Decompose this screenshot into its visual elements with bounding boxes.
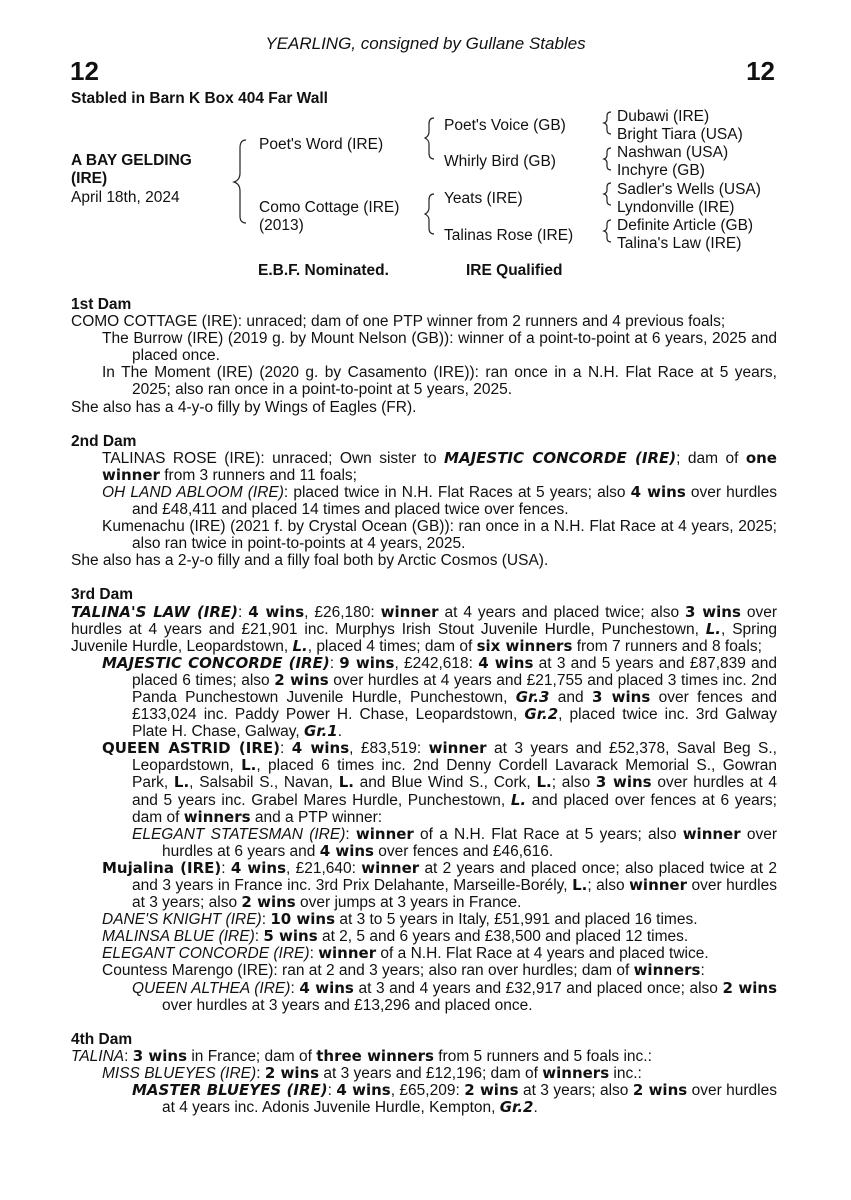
text: : xyxy=(124,1047,133,1065)
dam-entry xyxy=(71,1048,777,1065)
text: 4 wins xyxy=(630,482,686,501)
text: : xyxy=(221,859,231,877)
text: over hurdles at 4 years inc. Adonis Juvenile Hurdle, Kempton, xyxy=(162,1082,777,1117)
horse-name: MALINSA BLUE (IRE) xyxy=(102,928,255,946)
ire-qualified-badge: IRE Qualified xyxy=(466,262,563,279)
text: 3 wins xyxy=(595,773,652,792)
text: and a PTP winner: xyxy=(250,808,383,826)
text: over hurdles at 6 years and xyxy=(162,825,778,860)
dam-dam: Talinas Rose (IRE) xyxy=(444,227,574,244)
text: 2 wins xyxy=(632,1081,688,1100)
grandproduce-entry xyxy=(71,980,777,1014)
granddam-3: Lyndonville (IRE) xyxy=(617,199,735,216)
text: over fences and £133,024 inc. Paddy Power H. Chase, Leopardstown, xyxy=(132,688,777,724)
text: over hurdles at 3 years; also xyxy=(132,877,777,912)
dam-entry: COMO COTTAGE (IRE): unraced; dam of one PTP winner from 2 runners and 4 previous foals; xyxy=(71,313,726,331)
race-grade: L. xyxy=(705,619,722,638)
granddam-1: Bright Tiara (USA) xyxy=(617,126,743,143)
text: at 2 years and placed once; also placed twice at 2 and 3 years in France inc. 3rd Prix Delahante, Marseille-Borély, xyxy=(132,859,777,894)
text: : xyxy=(327,1082,337,1100)
text: winners xyxy=(183,807,251,826)
text: of a N.H. Flat Race at 5 years; also xyxy=(413,825,683,843)
produce-entry: The Burrow (IRE) (2019 g. by Mount Nelson (GB)): winner of a point-to-point at 6 years, 2025 and placed once. xyxy=(102,330,777,365)
horse-name: MASTER BLUEYES (IRE) xyxy=(132,1081,328,1100)
text: , £21,640: xyxy=(286,859,362,877)
produce-entry xyxy=(71,484,777,518)
horse-name: OH LAND ABLOOM (IRE) xyxy=(102,483,284,501)
text: at 3 years and £52,378, Saval Beg S., Leopardstown, xyxy=(132,740,777,775)
dam-entry xyxy=(71,604,777,655)
race-grade: L. xyxy=(241,756,257,775)
stabling-location: Stabled in Barn K Box 404 Far Wall xyxy=(71,90,328,107)
text: winners xyxy=(633,961,701,980)
text: winners xyxy=(542,1063,610,1082)
race-grade: Gr.3 xyxy=(515,687,550,706)
grandsire-4: Definite Article (GB) xyxy=(617,217,754,234)
text: winner xyxy=(361,858,420,877)
horse-name: ELEGANT CONCORDE (IRE) xyxy=(102,945,310,963)
grandsire-1: Dubawi (IRE) xyxy=(617,108,710,125)
text: at 3 and 5 years and £87,839 and placed 6 times; also xyxy=(132,654,778,689)
text: , £242,618: xyxy=(394,654,479,672)
text: over hurdles and £48,411 and placed 14 times and placed twice over fences. xyxy=(132,483,777,519)
race-grade: Gr.2 xyxy=(524,705,559,724)
text: at 3 years; also xyxy=(518,1082,633,1100)
text: : xyxy=(256,1064,265,1082)
dam-entry xyxy=(71,450,777,484)
text: at 2, 5 and 6 years and £38,500 and placed 12 times. xyxy=(317,928,689,946)
produce-entry xyxy=(71,928,777,945)
text: , placed 4 times; dam of xyxy=(307,637,477,655)
race-grade: L. xyxy=(572,876,588,894)
race-grade: L. xyxy=(292,636,308,655)
text: : xyxy=(290,979,300,997)
text: over hurdles at 4 and 5 years inc. Grabel Mares Hurdle, Punchestown, xyxy=(132,774,778,809)
text: 2 wins xyxy=(722,978,778,997)
text: : xyxy=(238,603,249,621)
text: over hurdles at 3 years and £13,296 and placed once. xyxy=(162,996,533,1014)
text: winner xyxy=(355,824,414,843)
text: one winner xyxy=(102,448,777,484)
text: Countess Marengo (IRE): ran at 2 and 3 years; also ran over hurdles; dam of xyxy=(102,962,634,980)
text: at 3 to 5 years in Italy, £51,991 and placed 16 times. xyxy=(335,911,698,929)
lot-number-left: 12 xyxy=(70,56,99,86)
produce-entry: In The Moment (IRE) (2020 g. by Casamento (IRE)): ran once in a N.H. Flat Race at 5 years, 2025; also ran once in a point-to-point at 5 years, 2025. xyxy=(102,364,777,399)
sire-sire: Poet's Voice (GB) xyxy=(444,117,566,134)
text: : xyxy=(309,945,319,963)
ebf-nominated-badge: E.B.F. Nominated. xyxy=(258,262,389,279)
produce-entry xyxy=(71,911,777,928)
horse-name: TALINA xyxy=(71,1047,125,1065)
text: winner xyxy=(380,602,439,621)
dam-sire: Yeats (IRE) xyxy=(444,190,523,207)
text: inc.: xyxy=(609,1064,642,1082)
produce-entry xyxy=(71,962,777,979)
text: 2 wins xyxy=(264,1063,320,1082)
grandproduce-entry xyxy=(71,1082,777,1116)
text: , £83,519: xyxy=(349,740,429,758)
text: 4 wins xyxy=(319,841,374,860)
text: , Spring Juvenile Hurdle, Leopardstown, xyxy=(71,620,777,655)
race-grade: Gr.1 xyxy=(304,722,338,741)
catalogue-body xyxy=(71,296,777,1133)
section-title: 1st Dam xyxy=(71,296,132,313)
race-grade: Gr.2 xyxy=(499,1098,534,1117)
text: from 3 runners and 11 foals; xyxy=(159,466,357,484)
produce-entry: Kumenachu (IRE) (2021 f. by Crystal Ocean (GB)): ran once in a N.H. Flat Race at 4 years, 2025; also ran twice in point-to-points at 4 years, 2025. xyxy=(102,518,777,553)
produce-note: She also has a 2-y-o filly and a filly foal both by Arctic Cosmos (USA). xyxy=(71,552,549,570)
horse-name: MISS BLUEYES (IRE) xyxy=(102,1064,257,1082)
text: 3 wins xyxy=(132,1046,188,1065)
horse-name: Mujalina (IRE) xyxy=(102,858,222,877)
text: in France; dam of xyxy=(187,1047,317,1065)
horse-name: MAJESTIC CONCORDE (IRE) xyxy=(444,448,677,467)
horse-name: A BAY GELDING xyxy=(71,152,192,169)
second-dam-section xyxy=(71,433,777,570)
text: 3 wins xyxy=(592,687,651,706)
text: 4 wins xyxy=(248,602,305,621)
text: over jumps at 3 years in France. xyxy=(295,894,522,912)
text: 4 wins xyxy=(299,978,354,997)
text: at 4 years and placed twice; also xyxy=(438,603,686,621)
text: ; also xyxy=(587,877,630,894)
race-grade: L. xyxy=(510,790,527,809)
consignment-line: YEARLING, consigned by Gullane Stables xyxy=(265,34,586,53)
text: 2 wins xyxy=(274,670,329,689)
text: at 3 and 4 years and £32,917 and placed once; also xyxy=(353,979,723,997)
text: six winners xyxy=(476,636,573,655)
text: . xyxy=(533,1099,538,1117)
text: , placed 6 times inc. 2nd Denny Cordell Lavarack Memorial S., Gowran Park, xyxy=(132,757,777,792)
lot-number-right: 12 xyxy=(746,56,775,86)
text: 5 wins xyxy=(263,927,318,946)
text: and placed over fences at 6 years; dam of xyxy=(132,791,777,826)
text: over hurdles at 4 years and £21,901 inc. Murphys Irish Stout Juvenile Hurdle, Punchestown, xyxy=(71,603,777,638)
text: from 5 runners and 5 foals inc.: xyxy=(433,1047,652,1065)
text: 4 wins xyxy=(291,739,350,758)
text: : xyxy=(345,825,356,843)
text: : placed twice in N.H. Flat Races at 5 years; also xyxy=(283,483,631,501)
text: , £26,180: xyxy=(304,603,381,621)
text: 4 wins xyxy=(478,653,534,672)
sire-dam: Whirly Bird (GB) xyxy=(444,153,556,170)
text: winner xyxy=(318,944,377,963)
horse-name: ELEGANT STATESMAN (IRE) xyxy=(132,825,346,843)
section-title: 2nd Dam xyxy=(71,432,137,450)
text: 3 wins xyxy=(685,602,741,621)
third-dam-section xyxy=(71,586,777,1013)
text: : xyxy=(329,654,340,672)
produce-entry xyxy=(71,655,777,740)
text: ; also xyxy=(551,774,596,792)
section-title: 4th Dam xyxy=(71,1030,133,1048)
race-grade: L. xyxy=(536,773,552,792)
text: over hurdles at 4 years and £21,755 and placed 3 times inc. 2nd Panda Punchestown Juvenile Hurdle, Punchestown, xyxy=(132,671,778,706)
horse-country: (IRE) xyxy=(71,170,108,187)
text: ; dam of xyxy=(676,449,746,467)
fourth-dam-section xyxy=(71,1031,777,1116)
foaling-date: April 18th, 2024 xyxy=(71,189,180,206)
text: 4 wins xyxy=(336,1081,391,1100)
text: winner xyxy=(629,876,688,894)
produce-entry xyxy=(71,945,777,962)
horse-name: QUEEN ASTRID (IRE) xyxy=(102,739,280,758)
text: 4 wins xyxy=(230,858,287,877)
text: winner xyxy=(428,739,487,758)
horse-name: TALINA'S LAW (IRE) xyxy=(71,602,239,621)
grandsire-2: Nashwan (USA) xyxy=(617,144,729,161)
text: 9 wins xyxy=(339,653,395,672)
text: 2 wins xyxy=(241,893,296,912)
text: : xyxy=(261,911,271,929)
text: and xyxy=(549,688,592,706)
granddam-4: Talina's Law (IRE) xyxy=(617,235,742,252)
text: and Blue Wind S., Cork, xyxy=(353,774,537,792)
grandproduce-entry xyxy=(71,826,777,860)
produce-entry xyxy=(71,860,777,911)
dam: Como Cottage (IRE) xyxy=(259,199,400,216)
produce-note: She also has a 4-y-o filly by Wings of Eagles (FR). xyxy=(71,398,417,416)
text: : xyxy=(700,962,705,980)
text: from 7 runners and 8 foals; xyxy=(572,637,762,655)
text: : xyxy=(280,740,292,758)
horse-name: MAJESTIC CONCORDE (IRE) xyxy=(102,653,330,672)
text: , placed twice inc. 3rd Galway Plate H. Chase, Galway, xyxy=(132,706,777,741)
produce-entry xyxy=(71,740,777,825)
first-dam-section xyxy=(71,296,777,416)
text: 10 wins xyxy=(270,910,336,929)
dam-year: (2013) xyxy=(259,217,304,234)
sire: Poet's Word (IRE) xyxy=(259,136,384,153)
text: of a N.H. Flat Race at 4 years and placed twice. xyxy=(376,945,709,963)
horse-name: DANE'S KNIGHT (IRE) xyxy=(102,911,262,929)
text: , Salsabil S., Navan, xyxy=(189,774,339,792)
grandsire-3: Sadler's Wells (USA) xyxy=(617,181,761,198)
produce-entry xyxy=(71,1065,777,1082)
text: . xyxy=(337,723,343,741)
text: , £65,209: xyxy=(390,1082,465,1100)
race-grade: L. xyxy=(338,773,354,792)
text: TALINAS ROSE (IRE): unraced; Own sister to xyxy=(102,449,445,467)
text: : xyxy=(254,928,264,946)
section-title: 3rd Dam xyxy=(71,586,134,604)
race-grade: L. xyxy=(173,773,190,792)
granddam-2: Inchyre (GB) xyxy=(617,162,705,179)
text: 2 wins xyxy=(464,1081,519,1100)
text: three winners xyxy=(316,1046,434,1065)
text: over fences and £46,616. xyxy=(373,842,554,860)
text: winner xyxy=(682,824,741,843)
text: at 3 years and £12,196; dam of xyxy=(319,1064,543,1082)
horse-name: QUEEN ALTHEA (IRE) xyxy=(132,979,291,997)
